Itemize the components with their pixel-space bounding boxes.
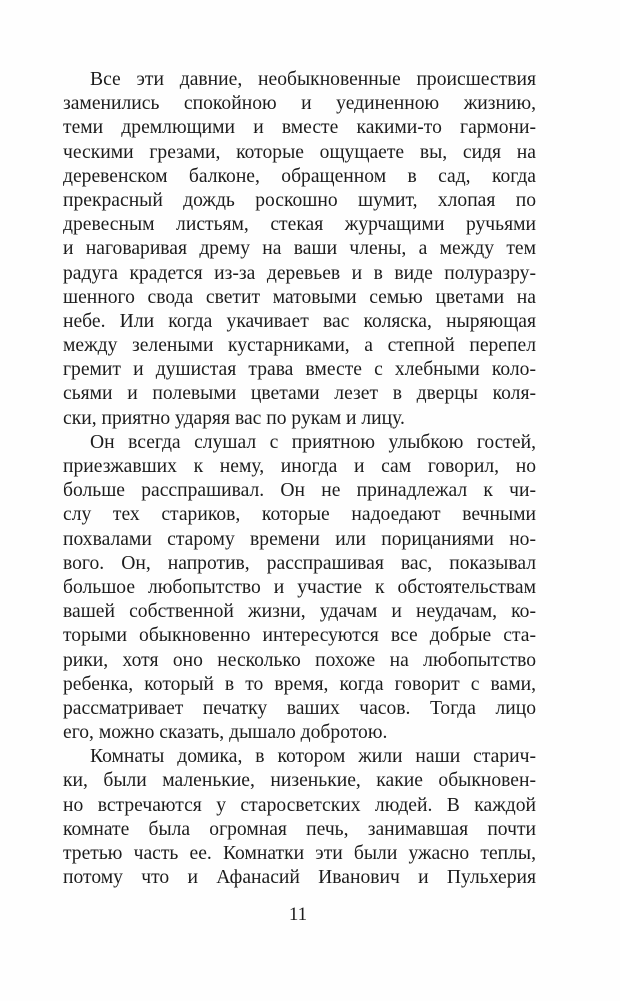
- text-line: Он всегда слушал с приятною улыбкою гостей,: [90, 431, 536, 453]
- text-line: ки, были маленькие, низенькие, какие обыкновен-: [63, 770, 536, 792]
- body-text: [63, 68, 536, 890]
- text-line: похвалами старому времени или порицаниями но-: [63, 528, 536, 550]
- text-line: торыми обыкновенно интересуются все добрые ста-: [63, 625, 536, 647]
- text-line: сьями и полевыми цветами лезет в дверцы коля-: [63, 383, 536, 405]
- text-line: деревенском балконе, обращенном в сад, когда: [63, 165, 536, 187]
- text-line: больше расспрашивал. Он не принадлежал к чи-: [63, 480, 536, 502]
- text-line: Комнаты домика, в котором жили наши старич-: [90, 746, 536, 768]
- text-line: слу тех стариков, которые надоедают вечными: [63, 504, 536, 526]
- text-line: комнате была огромная печь, занимавшая почти: [63, 818, 536, 840]
- text-line: вого. Он, напротив, расспрашивая вас, показывал: [63, 552, 536, 574]
- text-line: и наговаривая дрему на ваши члены, а между тем: [63, 238, 536, 260]
- text-line: ческими грезами, которые ощущаете вы, сидя на: [63, 141, 536, 163]
- text-line: древесным листьям, стекая журчащими ручьями: [63, 214, 536, 236]
- paragraph: [63, 68, 536, 431]
- text-line: радуга крадется из-за деревьев и в виде полуразру-: [63, 262, 536, 284]
- text-line: гремит и душистая трава вместе с хлебными коло-: [63, 359, 536, 381]
- text-line: шенного свода светит матовыми семью цветами на: [63, 286, 536, 308]
- paragraph: [63, 431, 536, 745]
- text-line: большое любопытство и участие к обстоятельствам: [63, 576, 536, 598]
- page-number: 11: [288, 904, 308, 925]
- text-line: но встречаются у старосветских людей. В каждой: [63, 794, 536, 816]
- text-line: рассматривает печатку ваших часов. Тогда лицо: [63, 697, 536, 719]
- paragraph: [63, 745, 536, 890]
- text-line: вашей собственной жизни, удачам и неудачам, ко-: [63, 601, 536, 623]
- text-line: третью часть ее. Комнатки эти были ужасно теплы,: [63, 843, 536, 864]
- text-line: ребенка, который в то время, когда говорит с вами,: [63, 673, 536, 695]
- text-line: небе. Или когда укачивает вас коляска, ныряющая: [63, 310, 536, 332]
- text-line: потому что и Афанасий Иванович и Пульхерия: [63, 867, 536, 889]
- text-line: между зелеными кустарниками, а степной перепел: [63, 335, 536, 357]
- text-line: Все эти давние, необыкновенные происшествия: [90, 69, 536, 90]
- text-line: рики, хотя оно несколько похоже на любопытство: [63, 649, 536, 671]
- text-line: прекрасный дождь роскошно шумит, хлопая по: [63, 189, 536, 211]
- text-line: заменились спокойною и уединенною жизнию,: [63, 93, 536, 115]
- text-line: ски, приятно ударяя вас по рукам и лицу.: [63, 407, 405, 429]
- text-line: теми дремлющими и вместе какими-то гармони-: [63, 117, 536, 139]
- text-line: его, можно сказать, дышало добротою.: [63, 722, 388, 744]
- text-line: приезжавших к нему, иногда и сам говорил, но: [63, 456, 536, 477]
